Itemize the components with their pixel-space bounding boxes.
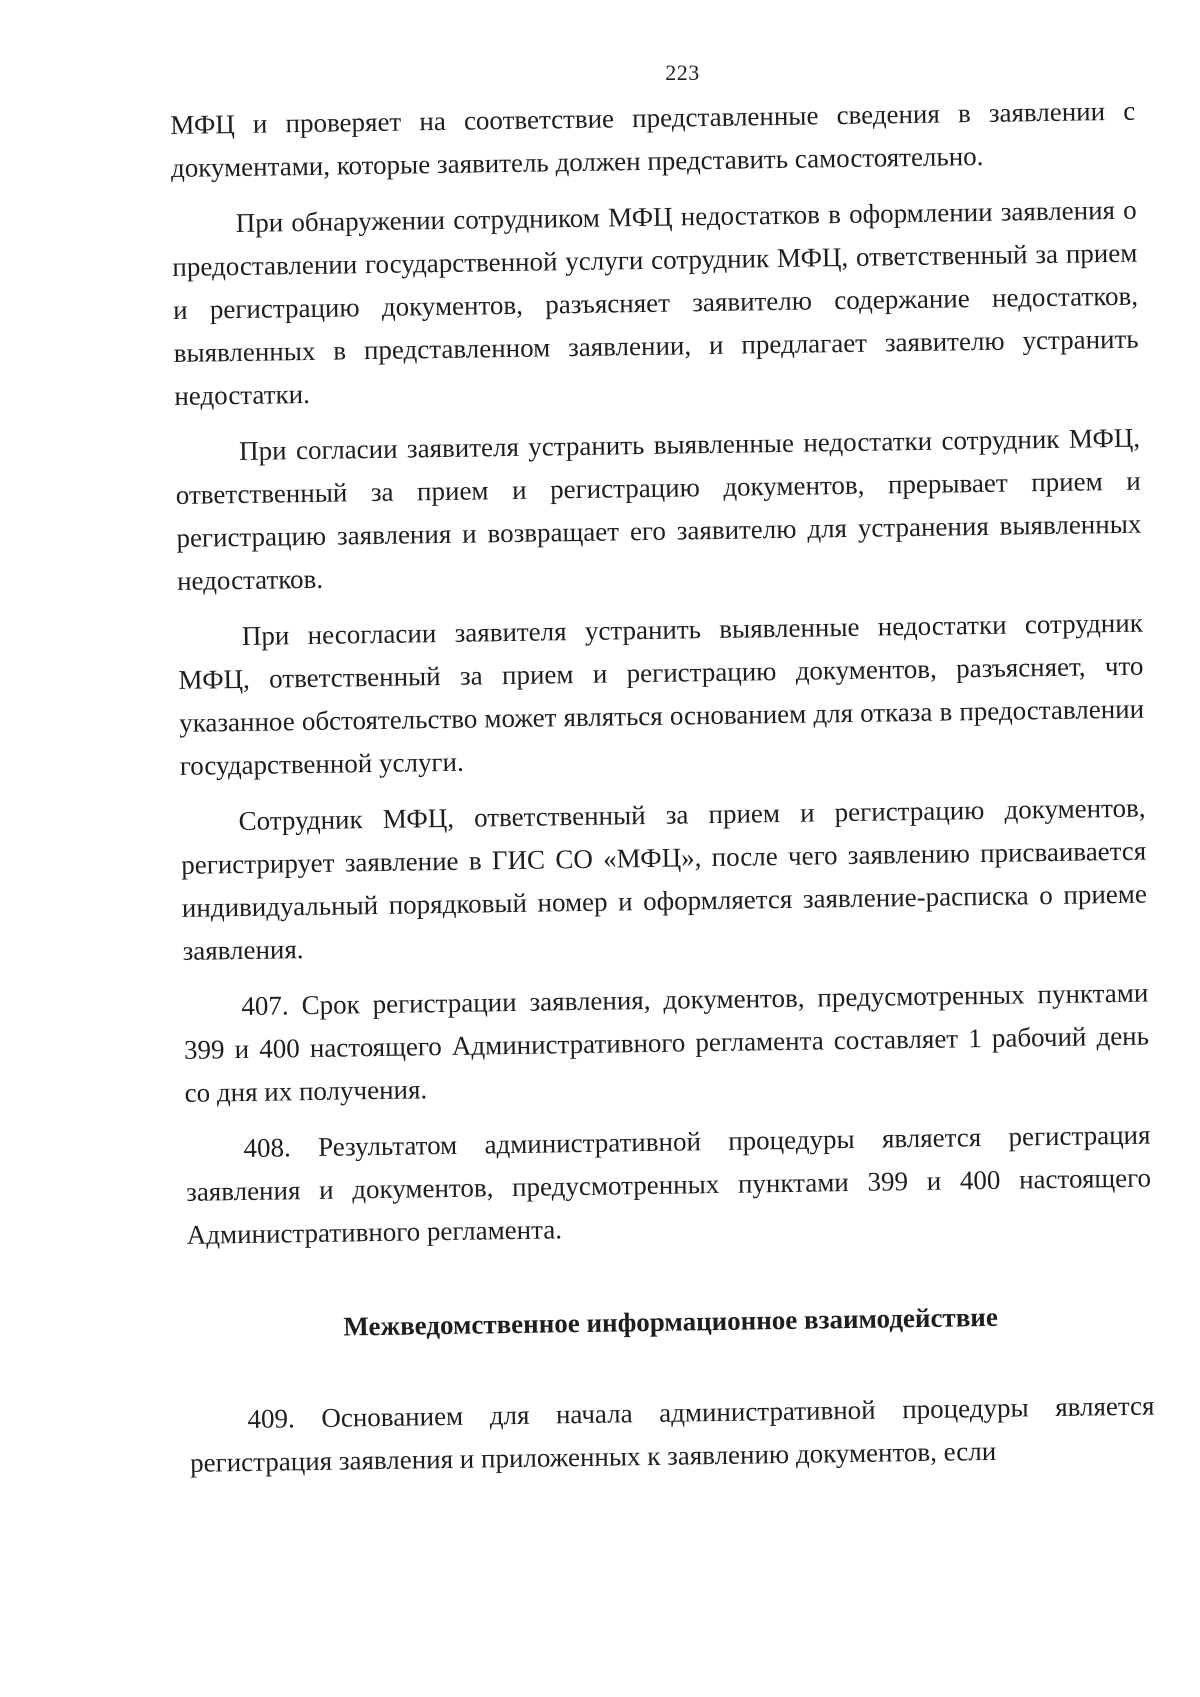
paragraph-408: 408. Результатом административной процедуры является регистрация заявления и документов, предусмотренных пунктами 399 и 400 настоящего Административного регламента.	[185, 1119, 1152, 1250]
section-heading: Межведомственное информационное взаимодействие	[343, 1301, 999, 1342]
paragraph-409: 409. Основанием для начала административной процедуры является регистрация заявления и приложенных к заявлению документов, если	[189, 1390, 1155, 1478]
paragraph-407: 407. Срок регистрации заявления, документов, предусмотренных пунктами 399 и 400 настоящего Административного регламента составляет 1 рабочий день со дня их получения.	[183, 977, 1150, 1108]
document-body	[170, 90, 1156, 1498]
page-number: 223	[665, 60, 700, 85]
paragraph-applicant-disagrees: При несогласии заявителя устранить выявленные недостатки сотрудник МФЦ, ответственный за прием и регистрацию документов, разъясняет, что указанное обстоятельство может являться основанием для отказа в предоставлении государственной услуги.	[178, 607, 1145, 781]
paragraph-registration: Сотрудник МФЦ, ответственный за прием и регистрацию документов, регистрирует заявление в ГИС СО «МФЦ», после чего заявлению присваивается индивидуальный порядковый номер и оформляется заявление-расписка о приеме заявления.	[181, 792, 1148, 966]
paragraph-continuation: МФЦ и проверяет на соответствие представленные сведения в заявлении с документами, которые заявитель должен представить самостоятельно.	[170, 95, 1136, 183]
paragraph-deficiencies-found: При обнаружении сотрудником МФЦ недостатков в оформлении заявления о предоставлении государственной услуги сотрудник МФЦ, ответственный за прием и регистрацию документов, разъясняет заявителю содержание недостатков, выявленных в представленном заявлении, и предлагает заявителю устранить недостатки.	[172, 194, 1139, 411]
paragraph-applicant-agrees: При согласии заявителя устранить выявленные недостатки сотрудник МФЦ, ответственный за прием и регистрацию документов, прерывает прием и регистрацию заявления и возвращает его заявителю для устранения выявленных недостатков.	[175, 422, 1142, 596]
